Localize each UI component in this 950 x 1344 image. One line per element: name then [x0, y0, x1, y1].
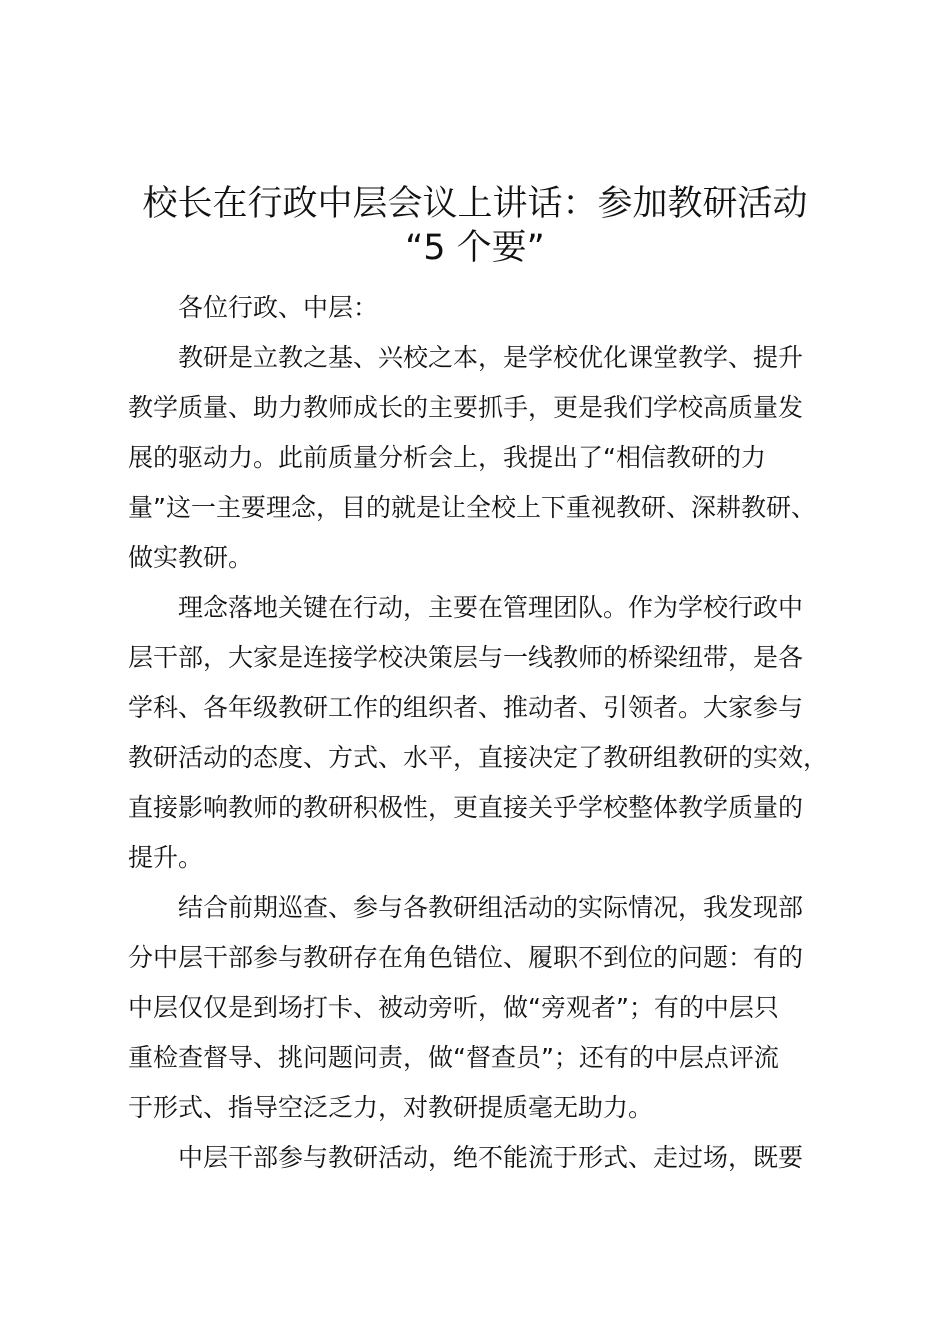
paragraph-3-line-5: 于形式、指导空泛乏力，对教研提质毫无助力。 [128, 1093, 654, 1122]
paragraph-1-line-2: 教学质量、助力教师成长的主要抓手，更是我们学校高质量发 [128, 393, 804, 422]
paragraph-2-line-1: 理念落地关键在行动，主要在管理团队。作为学校行政中 [178, 593, 804, 622]
title-line-2: “5 个要” [405, 228, 545, 268]
paragraph-4-line-1: 中层干部参与教研活动，绝不能流于形式、走过场，既要 [178, 1143, 804, 1172]
salutation: 各位行政、中层： [178, 293, 379, 322]
paragraph-3-line-1: 结合前期巡查、参与各教研组活动的实际情况，我发现部 [178, 893, 804, 922]
paragraph-3-line-4: 重检查督导、挑问题问责，做“督查员”；还有的中层点评流 [128, 1043, 779, 1072]
paragraph-2-line-2: 层干部，大家是连接学校决策层与一线教师的桥梁纽带，是各 [128, 643, 804, 672]
title-line-1: 校长在行政中层会议上讲话：参加教研活动 [142, 184, 808, 224]
paragraph-1-line-4: 量”这一主要理念，目的就是让全校上下重视教研、深耕教研、 [128, 493, 816, 522]
paragraph-2-line-5: 直接影响教师的教研积极性，更直接关乎学校整体教学质量的 [128, 793, 804, 822]
document-body [128, 283, 843, 1183]
paragraph-1-line-3: 展的驱动力。此前质量分析会上，我提出了“相信教研的力 [128, 443, 766, 472]
paragraph-2-line-4: 教研活动的态度、方式、水平，直接决定了教研组教研的实效， [128, 743, 829, 772]
paragraph-3-line-2: 分中层干部参与教研存在角色错位、履职不到位的问题：有的 [128, 943, 804, 972]
paragraph-1-line-1: 教研是立教之基、兴校之本，是学校优化课堂教学、提升 [178, 343, 804, 372]
paragraph-2-line-3: 学科、各年级教研工作的组织者、推动者、引领者。大家参与 [128, 693, 804, 722]
paragraph-1-line-5: 做实教研。 [128, 543, 254, 572]
document-title [0, 182, 950, 270]
paragraph-3-line-3: 中层仅仅是到场打卡、被动旁听，做“旁观者”；有的中层只 [128, 993, 779, 1022]
paragraph-2-line-6: 提升。 [128, 843, 204, 872]
